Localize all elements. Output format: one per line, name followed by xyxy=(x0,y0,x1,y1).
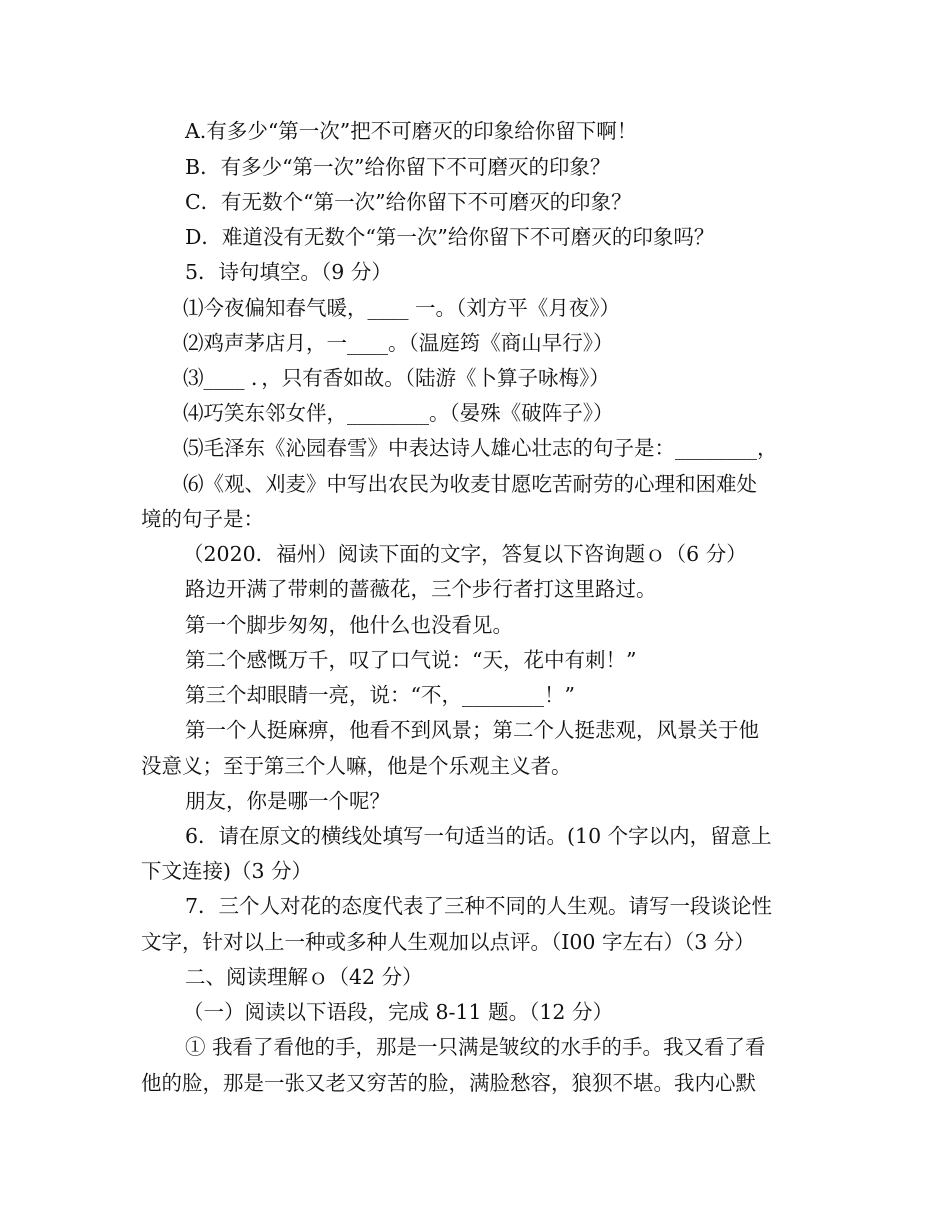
poem-blank-1: ⑴今夜偏知春气暖，____ 一。（刘方平《月夜》） xyxy=(183,296,621,320)
question-6: 6．请在原文的横线处填写一句适当的话。(10 个字以内，留意上 xyxy=(185,824,772,848)
option-a: A.有多少“第一次”把不可磨灭的印象给你留下啊！ xyxy=(185,119,638,143)
poem-blank-6: ⑹《观、刈麦》中写出农民为收麦甘愿吃苦耐劳的心理和困难处 xyxy=(183,472,757,496)
poem-blank-5: ⑸毛泽东《沁园春雪》中表达诗人雄心壮志的句子是：________， xyxy=(183,436,778,460)
option-c: C．有无数个“第一次”给你留下不可磨灭的印象？ xyxy=(185,190,632,214)
passage-line: 第三个却眼睛一亮，说：“不，________！” xyxy=(185,683,575,707)
poem-blank-3: ⑶____ ．，只有香如故。（陆游《卜算子咏梅》） xyxy=(183,366,610,390)
passage-line: 第二个感慨万千，叹了口气说：“天，花中有刺！” xyxy=(185,648,637,672)
poem-blank-2: ⑵鸡声茅店月，一____。（温庭筠《商山早行》） xyxy=(183,331,614,355)
passage-line: 朋友，你是哪一个呢？ xyxy=(185,789,390,813)
question-7-cont: 文字，针对以上一种或多种人生观加以点评。（I00 字左右）（3 分） xyxy=(141,930,755,954)
question-6-cont: 下文连接)（3 分） xyxy=(141,859,313,883)
passage-line: 没意义；至于第三个人嘛，他是个乐观主义者。 xyxy=(141,754,572,778)
reading-paragraph-1: ① 我看了看他的手，那是一只满是皱纹的水手的手。我又看了看 xyxy=(185,1035,766,1059)
subsection-1-heading: （一）阅读以下语段，完成 8-11 题。（12 分） xyxy=(183,1000,613,1024)
passage-line: 第一个脚步匆匆，他什么也没看见。 xyxy=(185,613,513,637)
poem-blank-6-cont: 境的句子是： xyxy=(141,507,264,531)
passage-heading: （2020．福州）阅读下面的文字，答复以下咨询题ｏ（6 分） xyxy=(183,542,747,566)
question-7: 7．三个人对花的态度代表了三种不同的人生观。请写一段谈论性 xyxy=(185,894,773,918)
passage-line: 第一个人挺麻痹，他看不到风景；第二个人挺悲观，风景关于他 xyxy=(185,718,759,742)
option-d: D．难道没有无数个“第一次”给你留下不可磨灭的印象吗？ xyxy=(185,225,715,249)
poem-blank-4: ⑷巧笑东邻女伴，________。（晏殊《破阵子》） xyxy=(183,401,614,425)
section-2-heading: 二、阅读理解ｏ（42 分） xyxy=(185,965,423,989)
passage-line: 路边开满了带刺的蔷薇花，三个步行者打这里路过。 xyxy=(185,577,657,601)
question-5-title: 5．诗句填空。（9 分） xyxy=(185,260,392,284)
option-b: B．有多少“第一次”给你留下不可磨灭的印象？ xyxy=(185,155,611,179)
reading-paragraph-1-cont: 他的脸，那是一张又老又穷苦的脸，满脸愁容，狼狈不堪。我内心默 xyxy=(141,1071,756,1095)
